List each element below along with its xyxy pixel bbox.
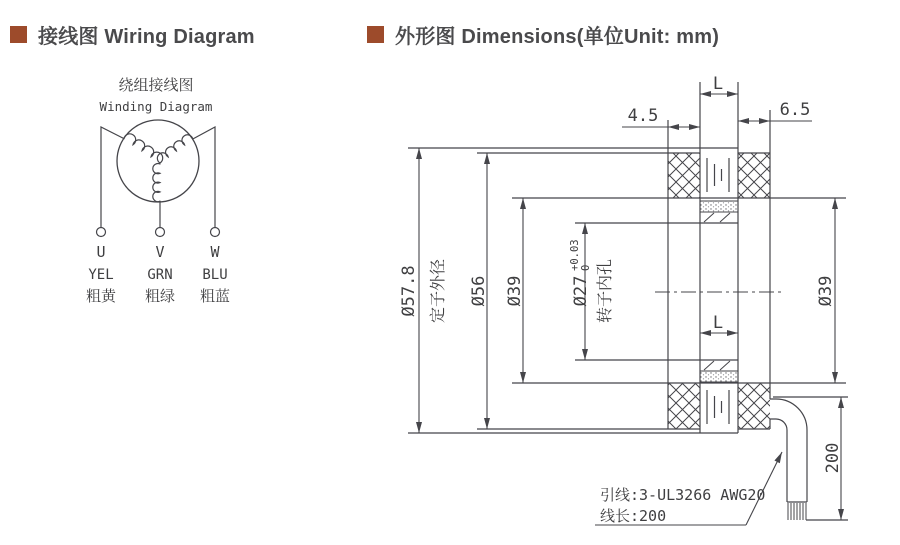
winding-title-cn: 绕组接线图 (118, 77, 194, 94)
terminal-v-color-cn: 粗绿 (144, 288, 176, 305)
wire-strands (788, 503, 806, 520)
terminal-w: W (210, 243, 220, 261)
terminal-v: V (155, 243, 165, 261)
dimension-drawing (399, 74, 848, 525)
winding-diagram (86, 76, 230, 305)
dim-stator-od-value: Ø57.8 (399, 265, 419, 317)
dim-rotor-bore-value: Ø27 (571, 275, 591, 307)
dim-d56: Ø56 (469, 275, 489, 307)
winding-crosshatch-blocks (668, 153, 770, 429)
wiring-section-title: 接线图 Wiring Diagram (38, 26, 255, 48)
dim-right-offset: 6.5 (779, 100, 811, 120)
dim-rotor-bore-tol-lower: 0 (580, 264, 592, 271)
dim-rotor-bore-label: 转子内孔 (597, 258, 614, 324)
dim-d39-left: Ø39 (505, 275, 525, 307)
terminal-w-color: BLU (202, 267, 228, 283)
dim-stack-length-top: L (712, 74, 724, 94)
dim-wire-length: 200 (823, 442, 843, 474)
dim-rotor-bore (569, 239, 592, 306)
coil-windings (124, 134, 193, 202)
winding-title-en: Winding Diagram (99, 99, 213, 114)
terminal-v-color: GRN (147, 267, 173, 283)
leader-note-line2: 线长:200 (600, 507, 667, 525)
dim-stack-length-mid: L (712, 313, 724, 333)
dim-left-offset: 4.5 (627, 106, 659, 126)
terminal-w-color-cn: 粗蓝 (199, 288, 231, 305)
dim-d39-right: Ø39 (816, 275, 836, 307)
terminal-u-color-cn: 粗黄 (85, 288, 117, 305)
dim-stator-od-label: 定子外径 (430, 258, 447, 324)
leader-note-line1: 引线:3-UL3266 AWG20 (600, 486, 766, 504)
terminal-u-color: YEL (88, 267, 114, 283)
terminal-labels (86, 243, 230, 305)
dimensions-section-title: 外形图 Dimensions(单位Unit: mm) (395, 26, 720, 48)
dim-rotor-bore-tol-upper: +0.03 (569, 239, 581, 271)
dimension-lines (419, 94, 841, 525)
lead-wire (770, 399, 807, 520)
terminal-u: U (96, 243, 106, 261)
